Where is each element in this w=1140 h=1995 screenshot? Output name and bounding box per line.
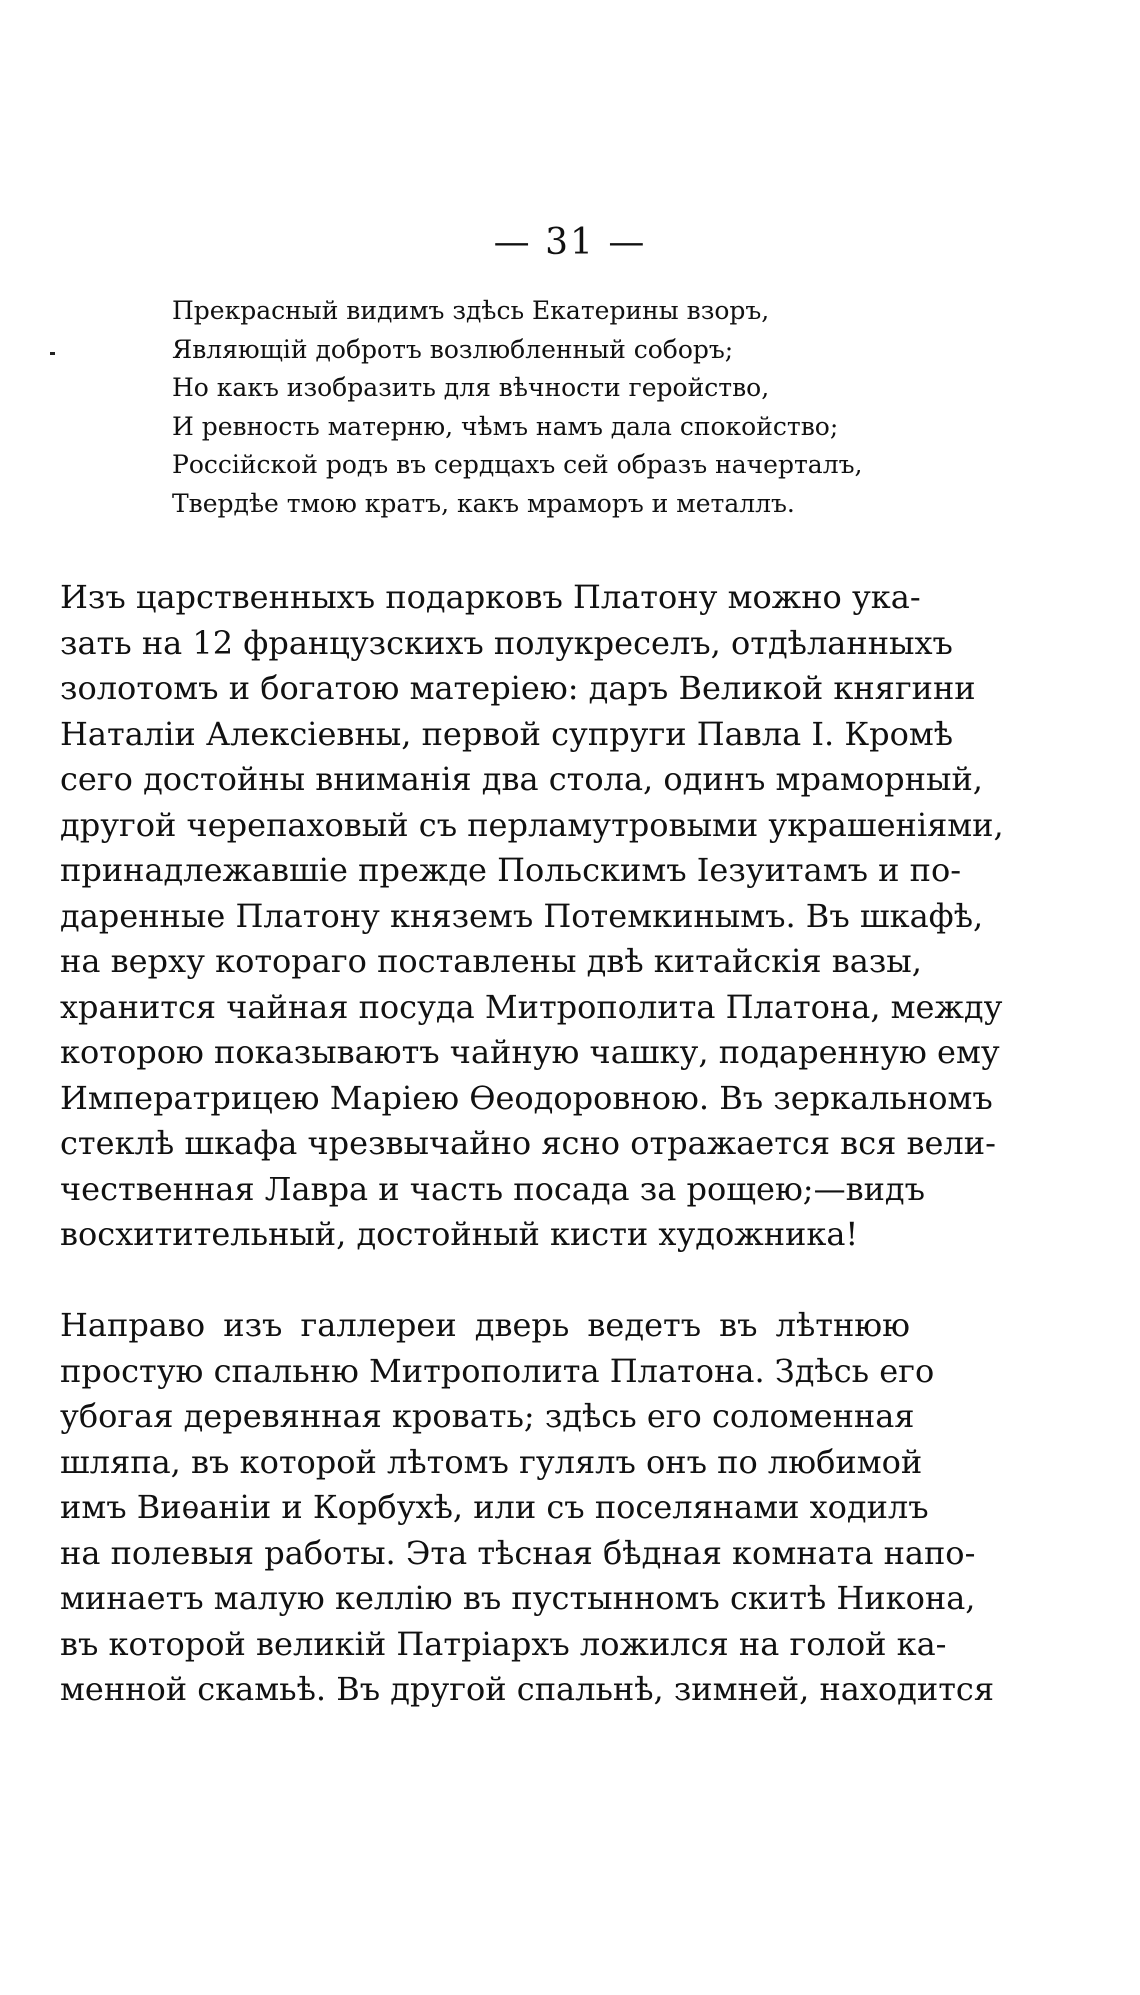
text-line: Императрицею Маріею Ѳеодоровною. Въ зеркальномъ xyxy=(60,1078,993,1117)
text-line: сего достойны вниманія два стола, одинъ мраморный, xyxy=(60,760,983,798)
poem-line: Являющій добротъ возлюбленный соборъ; xyxy=(172,334,734,364)
poem-line: Прекрасный видимъ здѣсь Екатерины взоръ, xyxy=(172,296,770,325)
text-line: даренные Платону княземъ Потемкинымъ. Въ шкафѣ, xyxy=(60,896,984,935)
poem-line: Твердѣе тмою кратъ, какъ мраморъ и металлъ. xyxy=(172,488,795,518)
text-line: на полевыя работы. Эта тѣсная бѣдная комната напо- xyxy=(60,1533,976,1572)
poem-line: Но какъ изобразить для вѣчности геройство, xyxy=(172,373,770,402)
stray-ink-mark xyxy=(50,352,55,355)
text-line: золотомъ и богатою матеріею: даръ Великой княгини xyxy=(60,669,976,707)
text-line: стеклѣ шкафа чрезвычайно ясно отражается вся вели- xyxy=(60,1124,996,1162)
paragraph-gifts xyxy=(60,575,1004,1258)
text-line: другой черепаховый съ перламутровыми украшеніями, xyxy=(60,805,1004,844)
page-number: — 31 — xyxy=(493,222,647,263)
text-line: восхитительный, достойный кисти художника! xyxy=(60,1215,859,1253)
text-line: имъ Виѳаніи и Корбухѣ, или съ поселянами ходилъ xyxy=(60,1488,929,1526)
text-line: въ которой великій Патріархъ ложился на голой ка- xyxy=(60,1624,947,1663)
paragraph-bedroom xyxy=(60,1303,995,1713)
poem-block xyxy=(172,292,872,523)
text-line: Наталіи Алексіевны, первой супруги Павла I. Кромѣ xyxy=(60,714,954,753)
text-line: шляпа, въ которой лѣтомъ гулялъ онъ по любимой xyxy=(60,1442,923,1481)
text-line: на верху котораго поставлены двѣ китайскія вазы, xyxy=(60,942,922,980)
text-line: зать на 12 французскихъ полукреселъ, отдѣланныхъ xyxy=(60,623,953,662)
poem-line: Россійской родъ въ сердцахъ сей образъ начерталъ, xyxy=(172,450,863,479)
text-line: менной скамьѣ. Въ другой спальнѣ, зимней, находится xyxy=(60,1670,995,1708)
poem-line: И ревность матерню, чѣмъ намъ дала спокойство; xyxy=(172,411,839,441)
text-line: принадлежавшіе прежде Польскимъ Іезуитамъ и по- xyxy=(60,851,962,889)
text-line: минаетъ малую келлію въ пустынномъ скитѣ Никона, xyxy=(60,1579,976,1617)
text-line: Направо изъ галлереи дверь ведетъ въ лѣтнюю xyxy=(60,1306,910,1344)
text-line: чественная Лавра и часть посада за рощею;—видъ xyxy=(60,1169,925,1208)
text-line: убогая деревянная кровать; здѣсь его соломенная xyxy=(60,1397,915,1435)
text-line: простую спальню Митрополита Платона. Здѣсь его xyxy=(60,1351,935,1390)
text-line: хранится чайная посуда Митрополита Платона, между xyxy=(60,987,1003,1026)
text-line: которою показываютъ чайную чашку, подаренную ему xyxy=(60,1033,1000,1071)
text-line: Изъ царственныхъ подарковъ Платону можно ука- xyxy=(60,578,921,616)
